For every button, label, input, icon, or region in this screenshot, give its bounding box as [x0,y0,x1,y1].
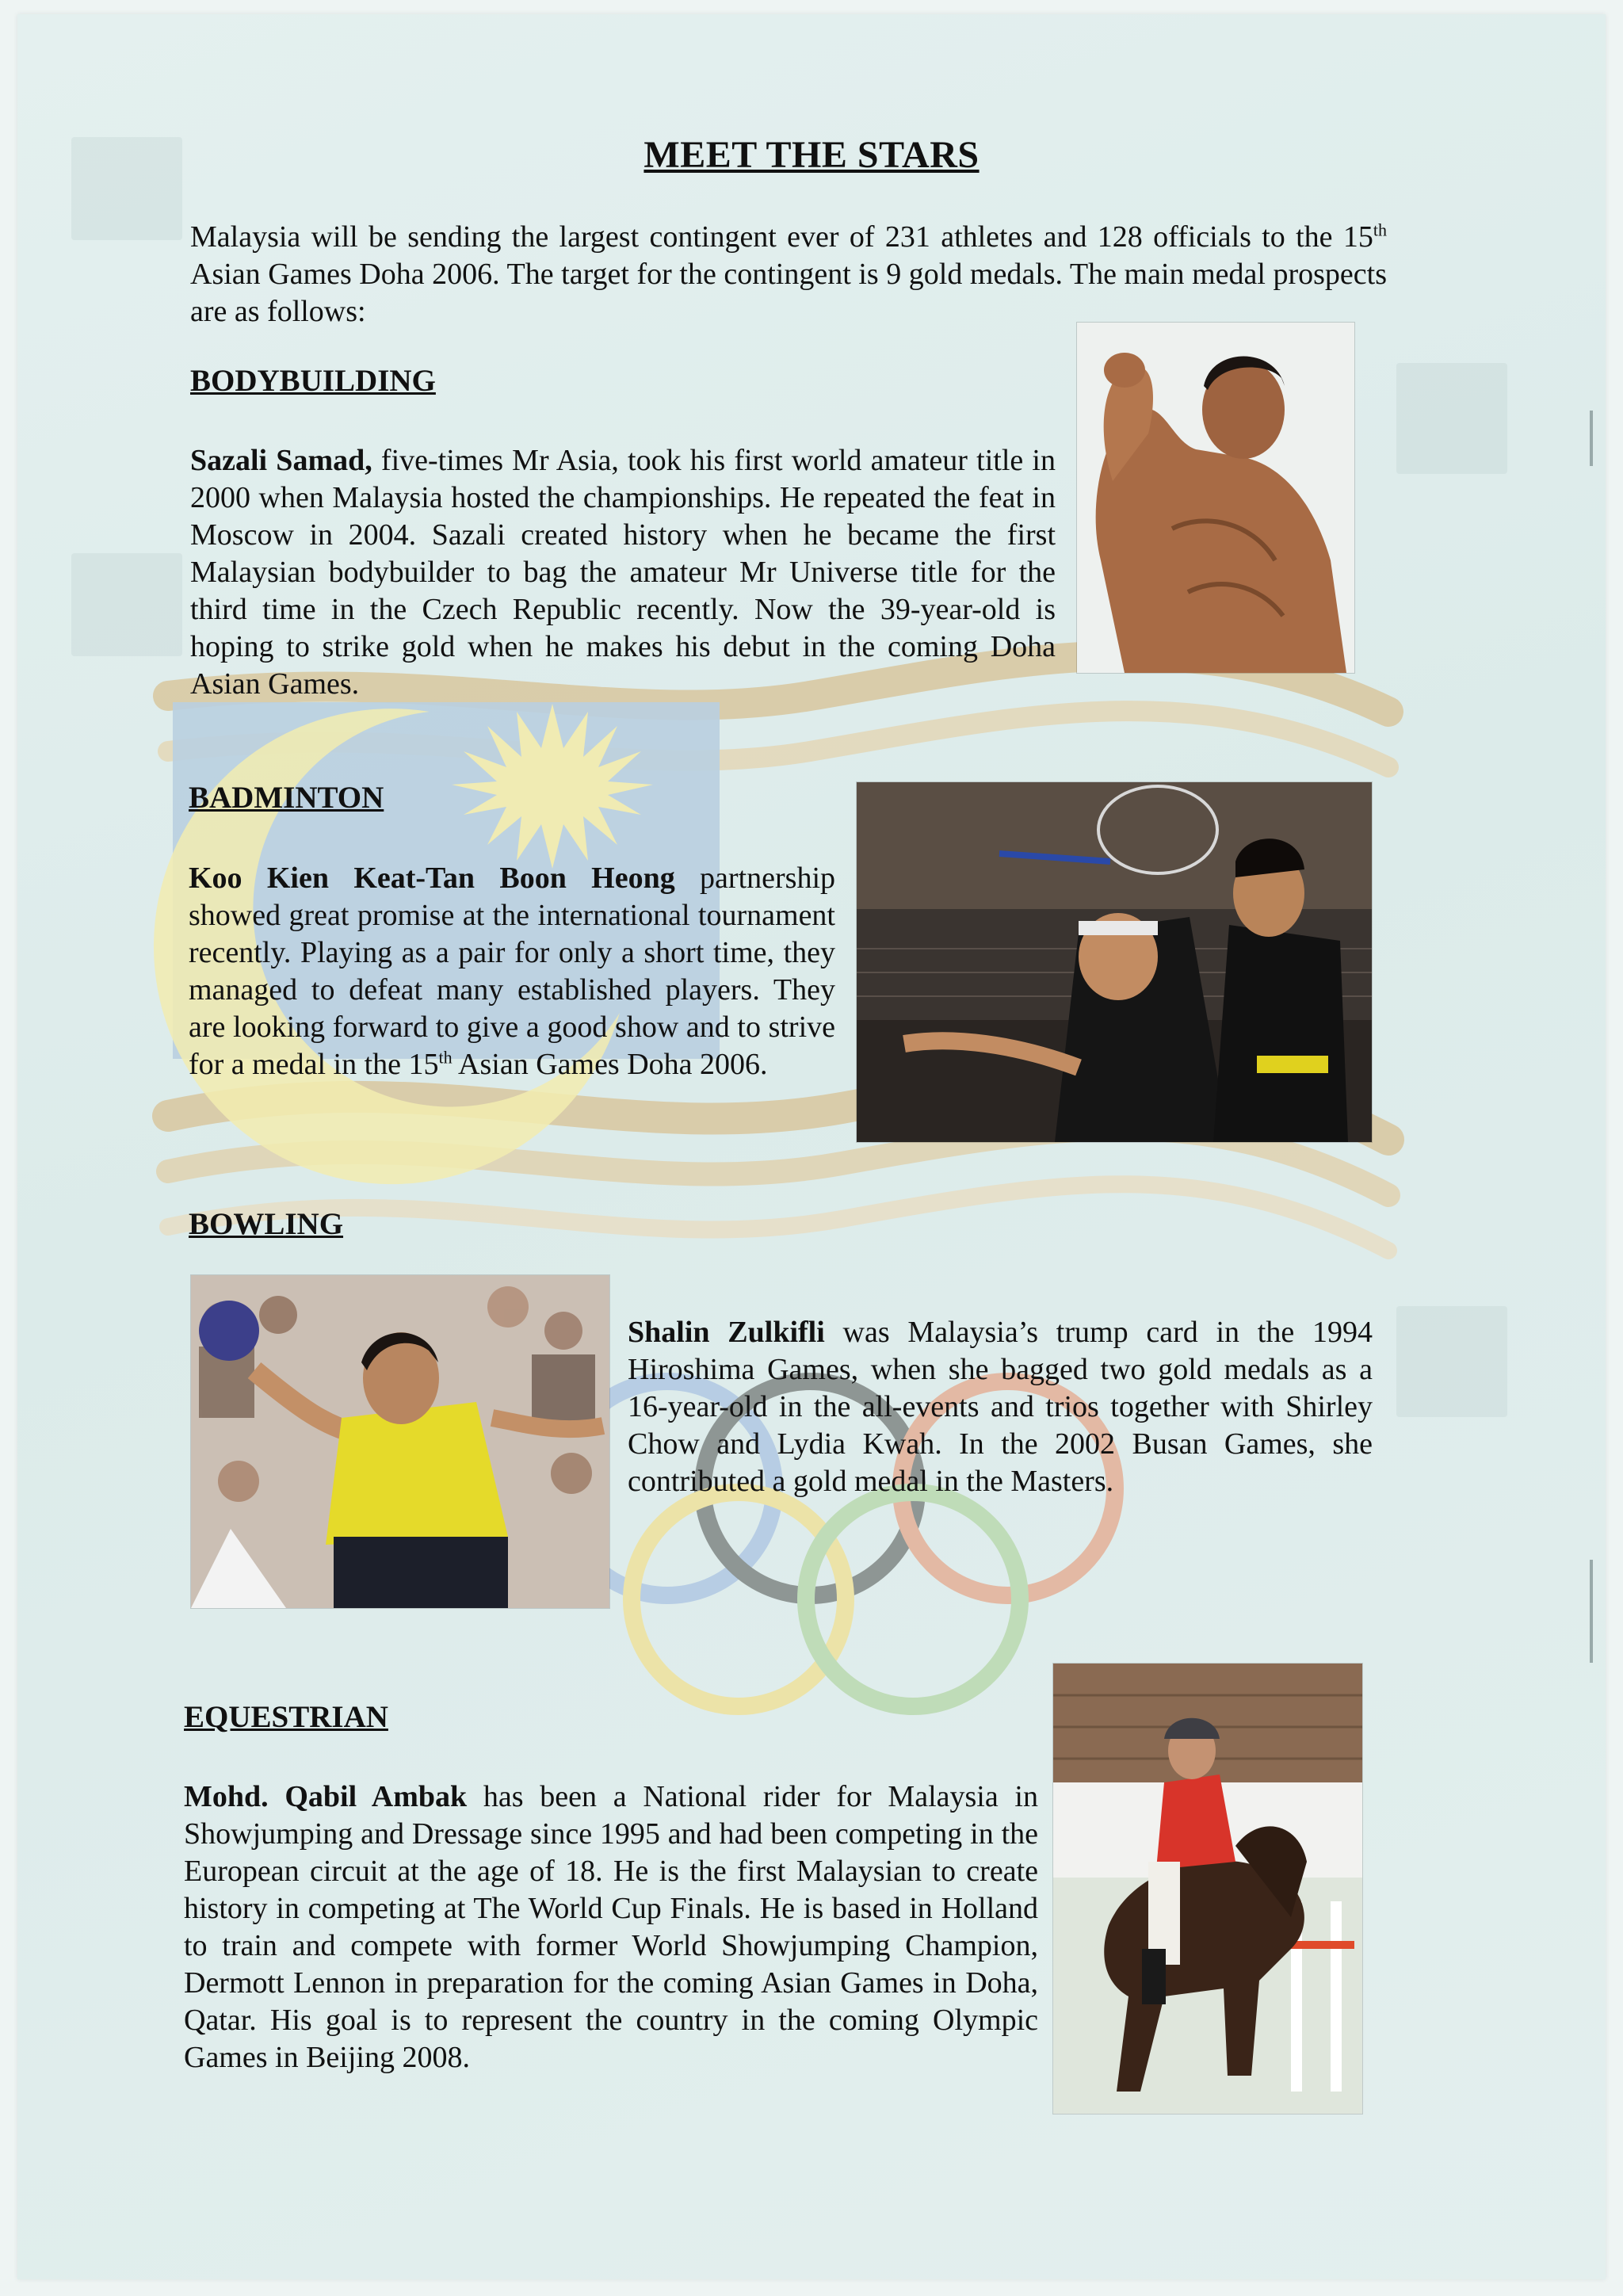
photo-bodybuilder [1076,322,1355,674]
wave-stripe [168,1184,1388,1251]
heading-equestrian: EQUESTRIAN [184,1700,388,1734]
athlete-name: Shalin Zulkifli [628,1316,825,1349]
page [17,14,1606,2279]
bodybuilding-paragraph [190,442,1056,703]
photo-badminton-pair [856,781,1373,1143]
equestrian-paragraph [184,1778,1038,2076]
bowling-text: was Malaysia’s trump card in the 1994 Hiroshima Games, when she bagged two gold medals as a 16-year-old in the all-events and trios together with Shirley Chow and Lydia Kwah. In the 2002 Busan Games, she contributed a gold medal in the Masters. [628,1316,1373,1498]
margin-mark [1590,411,1593,466]
intro-paragraph [190,219,1387,330]
intro-superscript: th [1373,220,1387,240]
equestrian-text: has been a National rider for Malaysia in Showjumping and Dressage since 1995 and had been competing in the European circuit at the age of 18. He is the first Malaysian to create history in competing at The World Cup Finals. He is based in Holland to train and compete with former World Showjumping Champion, Dermott Lennon in preparation for the coming Asian Games in Doha, Qatar. His goal is to represent the country in the coming Olympic Games in Beijing 2008. [184,1780,1038,2074]
athlete-name: Koo Kien Keat-Tan Boon Heong [189,861,675,895]
intro-text: Malaysia will be sending the largest contingent ever of 231 athletes and 128 officials to the 15 [190,220,1373,254]
athlete-name: Mohd. Qabil Ambak [184,1780,468,1813]
heading-bowling: BOWLING [189,1207,344,1241]
intro-text: Asian Games Doha 2006. The target for the contingent is 9 gold medals. The main medal prospects are as follows: [190,258,1387,328]
athlete-name: Sazali Samad, [190,444,372,477]
heading-badminton: BADMINTON [189,781,384,815]
badminton-text: Asian Games Doha 2006. [452,1048,768,1081]
badminton-paragraph [189,860,835,1083]
photo-equestrian-rider [1052,1663,1363,2115]
badminton-text: partnership showed great promise at the international tournament recently. Playing as a pair for only a short time, they managed to defeat many established players. They are looking forward to give a good show and to strive for a medal in the 15 [189,861,836,1081]
bodybuilding-text: five-times Mr Asia, took his first world amateur title in 2000 when Malaysia hosted the championships. He repeated the feat in Moscow in 2004. Sazali created history when he became the first Malaysian bodybuilder to bag the amateur Mr Universe title for the third time in the Czech Republic recently. Now the 39-year-old is hoping to strike gold when he makes his debut in the coming Doha Asian Games. [190,444,1056,701]
heading-bodybuilding: BODYBUILDING [190,364,436,398]
margin-mark [1590,1560,1593,1663]
photo-bowler [190,1274,610,1609]
badminton-superscript: th [438,1047,453,1068]
page-title: MEET THE STARS [643,134,980,176]
bowling-paragraph [628,1314,1373,1500]
